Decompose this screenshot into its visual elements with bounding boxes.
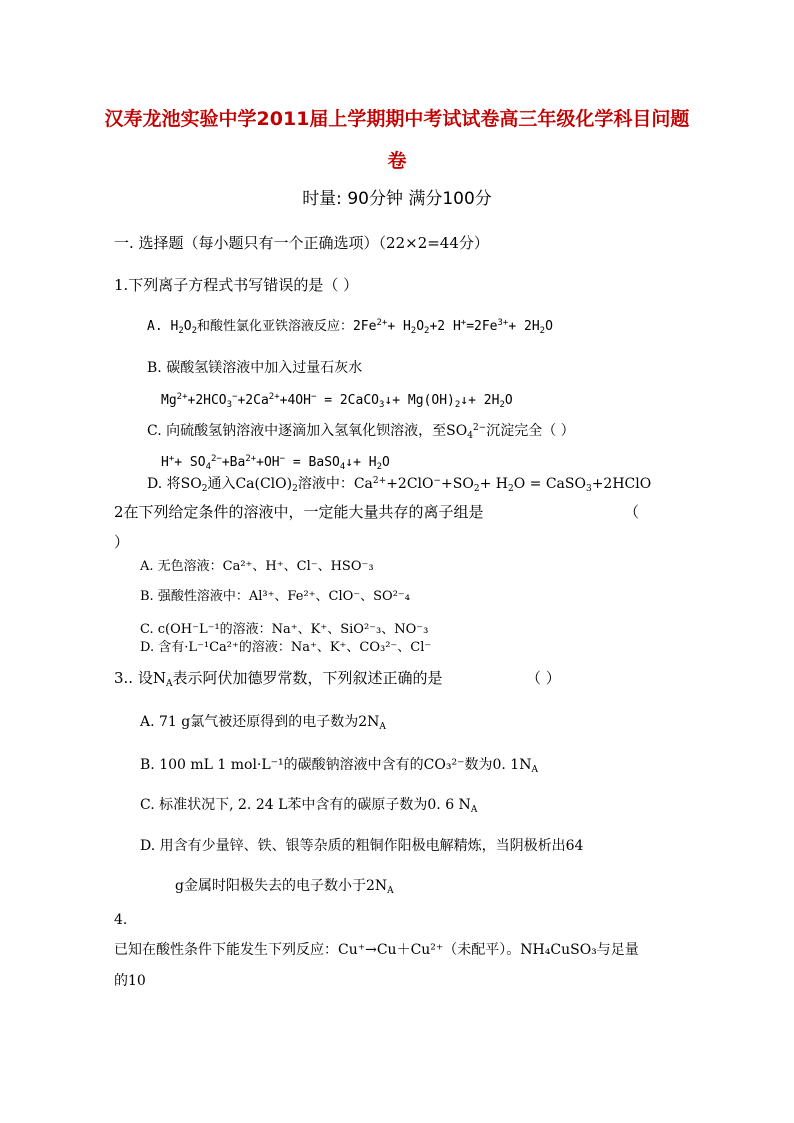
q2-option-c: C. c(OH⁻L⁻¹的溶液：Na⁺、K⁺、SiO²⁻₃、NO⁻₃ bbox=[140, 622, 429, 637]
q1-option-c: C. 向硫酸氢钠溶液中逐滴加入氢氧化钡溶液，至$SO_4^{2-}$沉淀完全（ ） bbox=[147, 423, 575, 441]
question-4-number: 4. bbox=[114, 912, 128, 928]
q3-option-b: B. 100 mL 1 mol·L⁻¹的碳酸钠溶液中含有的CO₃²⁻数为0. $1N_A$ bbox=[140, 757, 538, 775]
exam-title-line2: 卷 bbox=[387, 150, 407, 172]
q2-option-d: D. 含有·L⁻¹Ca²⁺的溶液：Na⁺、K⁺、CO₃²⁻、Cl⁻ bbox=[140, 640, 432, 655]
question-2-stem: 2在下列给定条件的溶液中，一定能大量共存的离子组是 bbox=[114, 503, 484, 521]
question-3-paren: （ ） bbox=[526, 669, 561, 687]
question-4-line1: 已知在酸性条件下能发生下列反应：Cu⁺→Cu＋Cu²⁺（未配平）。NH₄CuSO₃与足量 bbox=[114, 942, 639, 958]
q2-option-a: A. 无色溶液：Ca²⁺、H⁺、Cl⁻、HSO⁻₃ bbox=[140, 559, 374, 574]
q1-option-b: B. 碳酸氢镁溶液中加入过量石灰水 bbox=[147, 360, 363, 376]
q1-option-b-equation: $Mg^{2+}+2HCO_3^-+2Ca^{2+}+4OH^-$ = 2CaCO$_3$↓+ $Mg(OH)_2↓+ 2H_2O$ bbox=[161, 392, 513, 410]
question-3-stem: 3.. 设$N_A$表示阿伏加德罗常数，下列叙述正确的是 bbox=[114, 669, 443, 689]
question-2-paren-open: （ bbox=[624, 503, 640, 521]
q1-option-c-equation: $H^++ SO_4^{2-}+Ba^{2+}+OH^-$ = BaSO$_4$↓+ $H_2O$ bbox=[161, 454, 390, 472]
q2-option-b: B. 强酸性溶液中：Al³⁺、Fe²⁺、ClO⁻、SO²⁻₄ bbox=[140, 589, 410, 604]
question-2-paren-close: ） bbox=[114, 533, 130, 551]
q3-option-a: A. 71 g氯气被还原得到的电子数为$2N_A$ bbox=[140, 714, 386, 732]
q1-option-a: A. $H_2O_2$和酸性氯化亚铁溶液反应：$2Fe^{2+}+ H_2O_2+2$ $H^+=2Fe^{3+}+ 2H_2O$ bbox=[147, 318, 553, 336]
section-heading: 一. 选择题（每小题只有一个正确选项）（22×2=44分） bbox=[114, 234, 489, 252]
q3-option-d-continued: g金属时阳极失去的电子数小于$2N_A$ bbox=[175, 878, 394, 896]
exam-time-info: 时量: 90分钟 满分100分 bbox=[302, 189, 492, 209]
question-4-line2: 的10 bbox=[114, 973, 146, 989]
question-1-stem: 1.下列离子方程式书写错误的是（ ） bbox=[114, 276, 359, 294]
q1-option-d: D. 将$SO_2$通入$Ca(ClO)_2$溶液中：$Ca^{2+}+2ClO^-+SO_2+ H_2O$ = CaSO$_3$+2HClO bbox=[147, 476, 652, 494]
exam-title-line1: 汉寿龙池实验中学2011届上学期期中考试试卷高三年级化学科目问题 bbox=[104, 108, 690, 130]
q3-option-d: D. 用含有少量锌、铁、银等杂质的粗铜作阳极电解精炼，当阴极析出64 bbox=[140, 838, 584, 854]
q3-option-c: C. 标准状况下, 2. 24 L苯中含有的碳原子数为0. 6 $N_A$ bbox=[140, 797, 478, 815]
